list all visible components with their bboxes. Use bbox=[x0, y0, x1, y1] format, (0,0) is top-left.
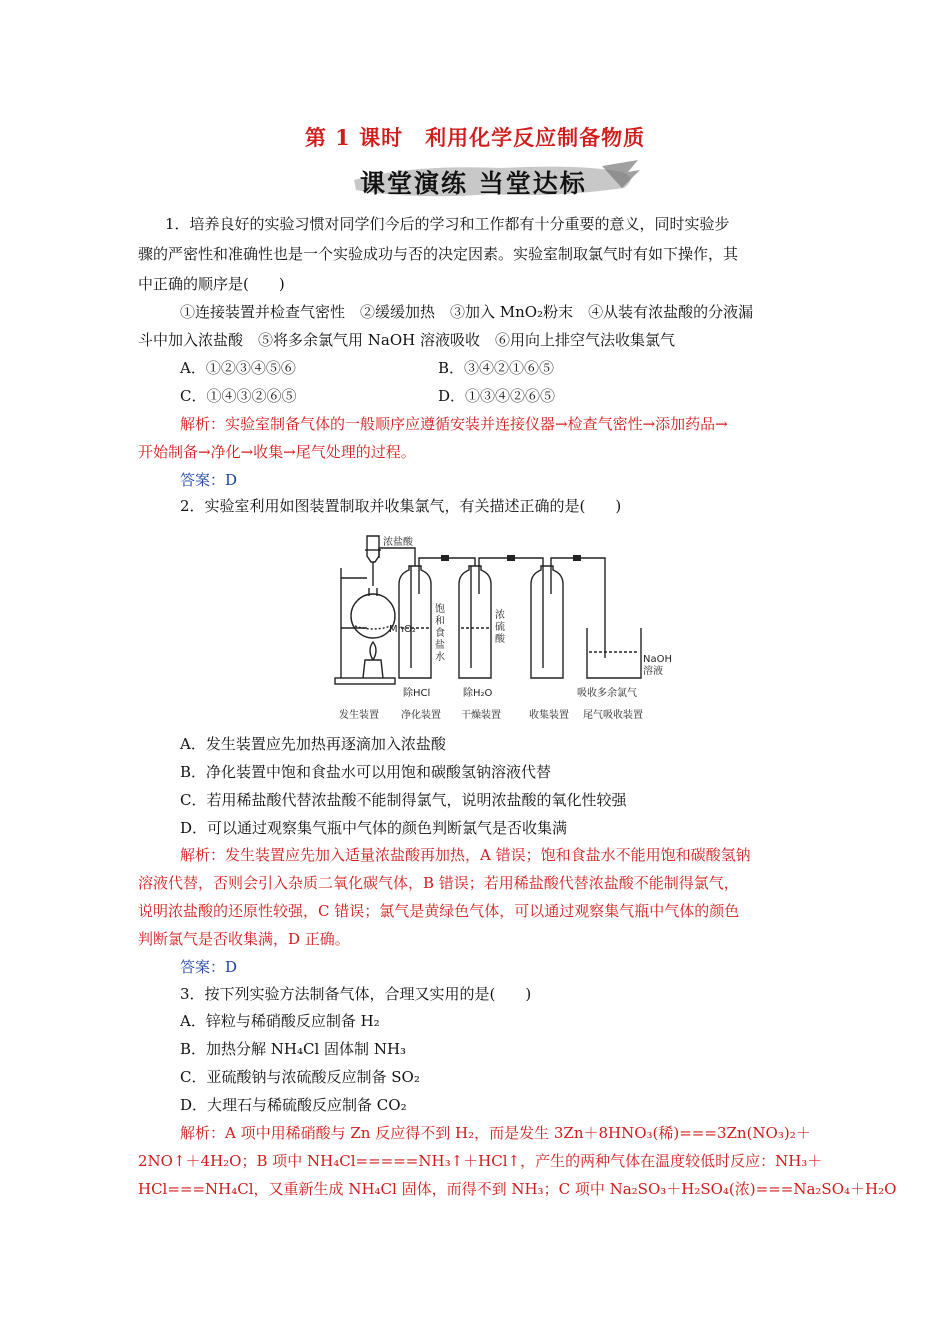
q3-option-a: A．锌粒与稀硝酸反应制备 H₂ bbox=[180, 1012, 380, 1030]
q3-explanation-line2: 2NO↑＋4H₂O；B 项中 NH₄Cl=====NH₃↑＋HCl↑，产生的两种气体在温度较低时反应：NH₃＋ bbox=[138, 1152, 823, 1170]
label-acid-3: 酸 bbox=[495, 634, 505, 645]
q1-operations-line1: ①连接装置并检查气密性 ②缓缓加热 ③加入 MnO₂粉末 ④从装有浓盐酸的分液漏 bbox=[180, 303, 754, 321]
q2-stem: 2．实验室利用如图装置制取并收集氯气，有关描述正确的是( ) bbox=[180, 497, 622, 515]
q2-explanation-line2: 溶液代替，否则会引入杂质二氧化碳气体，B 错误；若用稀盐酸代替浓盐酸不能制得氯气， bbox=[138, 874, 739, 892]
q2-explanation-line1: 解析：发生装置应先加入适量浓盐酸再加热，A 错误；饱和食盐水不能用饱和碳酸氢钠 bbox=[180, 846, 751, 864]
label-brine-2: 和 bbox=[435, 616, 445, 627]
q2-option-b: B．净化装置中饱和食盐水可以用饱和碳酸氢钠溶液代替 bbox=[180, 763, 552, 781]
label-acid-2: 硫 bbox=[495, 622, 505, 633]
label-brine-4: 盐 bbox=[435, 640, 445, 651]
label-dry: 干燥装置 bbox=[461, 710, 501, 721]
q1-explanation-line2: 开始制备→净化→收集→尾气处理的过程。 bbox=[138, 443, 416, 461]
q1-explanation-line1: 解析：实验室制备气体的一般顺序应遵循安装并连接仪器→检查气密性→添加药品→ bbox=[180, 415, 728, 433]
apparatus-diagram bbox=[325, 528, 685, 728]
q2-option-c: C．若用稀盐酸代替浓盐酸不能制得氯气，说明浓盐酸的氧化性较强 bbox=[180, 791, 627, 809]
q3-option-c: C．亚硫酸钠与浓硫酸反应制备 SO₂ bbox=[180, 1068, 420, 1086]
banner-text: 课堂演练 当堂达标 bbox=[360, 169, 587, 198]
q2-option-d: D．可以通过观察集气瓶中气体的颜色判断氯气是否收集满 bbox=[180, 819, 568, 837]
label-brine-3: 食 bbox=[435, 628, 445, 639]
q2-answer: 答案：D bbox=[180, 958, 238, 976]
label-acid-1: 浓 bbox=[495, 610, 505, 621]
section-banner bbox=[352, 158, 642, 202]
q1-option-a: A．①②③④⑤⑥ bbox=[180, 359, 296, 377]
q1-stem-line1: 1．培养良好的实验习惯对同学们今后的学习和工作都有十分重要的意义，同时实验步 bbox=[165, 215, 730, 233]
q2-explanation-line3: 说明浓盐酸的还原性较强，C 错误；氯气是黄绿色气体，可以通过观察集气瓶中气体的颜色 bbox=[138, 902, 740, 920]
bottle-acid bbox=[459, 566, 491, 678]
bottle-collect bbox=[531, 566, 563, 678]
label-naoh: NaOH bbox=[643, 654, 672, 665]
label-remove-hcl: 除HCl bbox=[403, 688, 431, 699]
label-purify: 净化装置 bbox=[401, 710, 441, 721]
q1-answer: 答案：D bbox=[180, 471, 238, 489]
q3-explanation-line3: HCl===NH₄Cl，又重新生成 NH₄Cl 固体，而得不到 NH₃；C 项中 Na₂SO₃＋H₂SO₄(浓)===Na₂SO₄＋H₂O bbox=[138, 1180, 897, 1198]
label-absorb: 吸收多余氯气 bbox=[577, 688, 637, 699]
label-mno2: MnO₂ bbox=[389, 624, 416, 635]
stand-base-icon bbox=[335, 678, 395, 684]
label-hcl: 浓盐酸 bbox=[383, 537, 413, 548]
q1-option-d: D．①③④②⑥⑤ bbox=[438, 387, 556, 405]
q3-explanation-line1: 解析：A 项中用稀硝酸与 Zn 反应得不到 H₂，而是发生 3Zn＋8HNO₃(稀)===3Zn(NO₃)₂＋ bbox=[180, 1124, 811, 1142]
label-tail: 尾气吸收装置 bbox=[583, 710, 643, 721]
lesson-title: 第 1 课时 利用化学反应制备物质 bbox=[304, 125, 646, 150]
bottle-brine bbox=[399, 566, 431, 678]
q3-stem: 3．按下列实验方法制备气体，合理又实用的是( ) bbox=[180, 985, 532, 1003]
q2-explanation-line4: 判断氯气是否收集满，D 正确。 bbox=[138, 930, 350, 948]
label-remove-h2o: 除H₂O bbox=[463, 688, 493, 699]
q1-operations-line2: 斗中加入浓盐酸 ⑤将多余氯气用 NaOH 溶液吸收 ⑥用向上排空气法收集氯气 bbox=[138, 331, 675, 349]
beaker-naoh bbox=[587, 628, 641, 678]
q1-option-c: C．①④③②⑥⑤ bbox=[180, 387, 297, 405]
label-solution: 溶液 bbox=[643, 666, 663, 677]
q1-option-b: B．③④②①⑥⑤ bbox=[438, 359, 555, 377]
label-generator: 发生装置 bbox=[339, 710, 379, 721]
label-collect: 收集装置 bbox=[529, 710, 569, 721]
q2-option-a: A．发生装置应先加热再逐滴加入浓盐酸 bbox=[180, 735, 446, 753]
q3-option-d: D．大理石与稀硫酸反应制备 CO₂ bbox=[180, 1096, 407, 1114]
q1-stem-line3: 中正确的顺序是( ) bbox=[138, 275, 285, 293]
q1-stem-line2: 骤的严密性和准确性也是一个实验成功与否的决定因素。实验室制取氯气时有如下操作，其 bbox=[138, 245, 739, 263]
q3-option-b: B．加热分解 NH₄Cl 固体制 NH₃ bbox=[180, 1040, 407, 1058]
label-brine-1: 饱 bbox=[435, 604, 445, 615]
label-brine-5: 水 bbox=[435, 652, 445, 663]
